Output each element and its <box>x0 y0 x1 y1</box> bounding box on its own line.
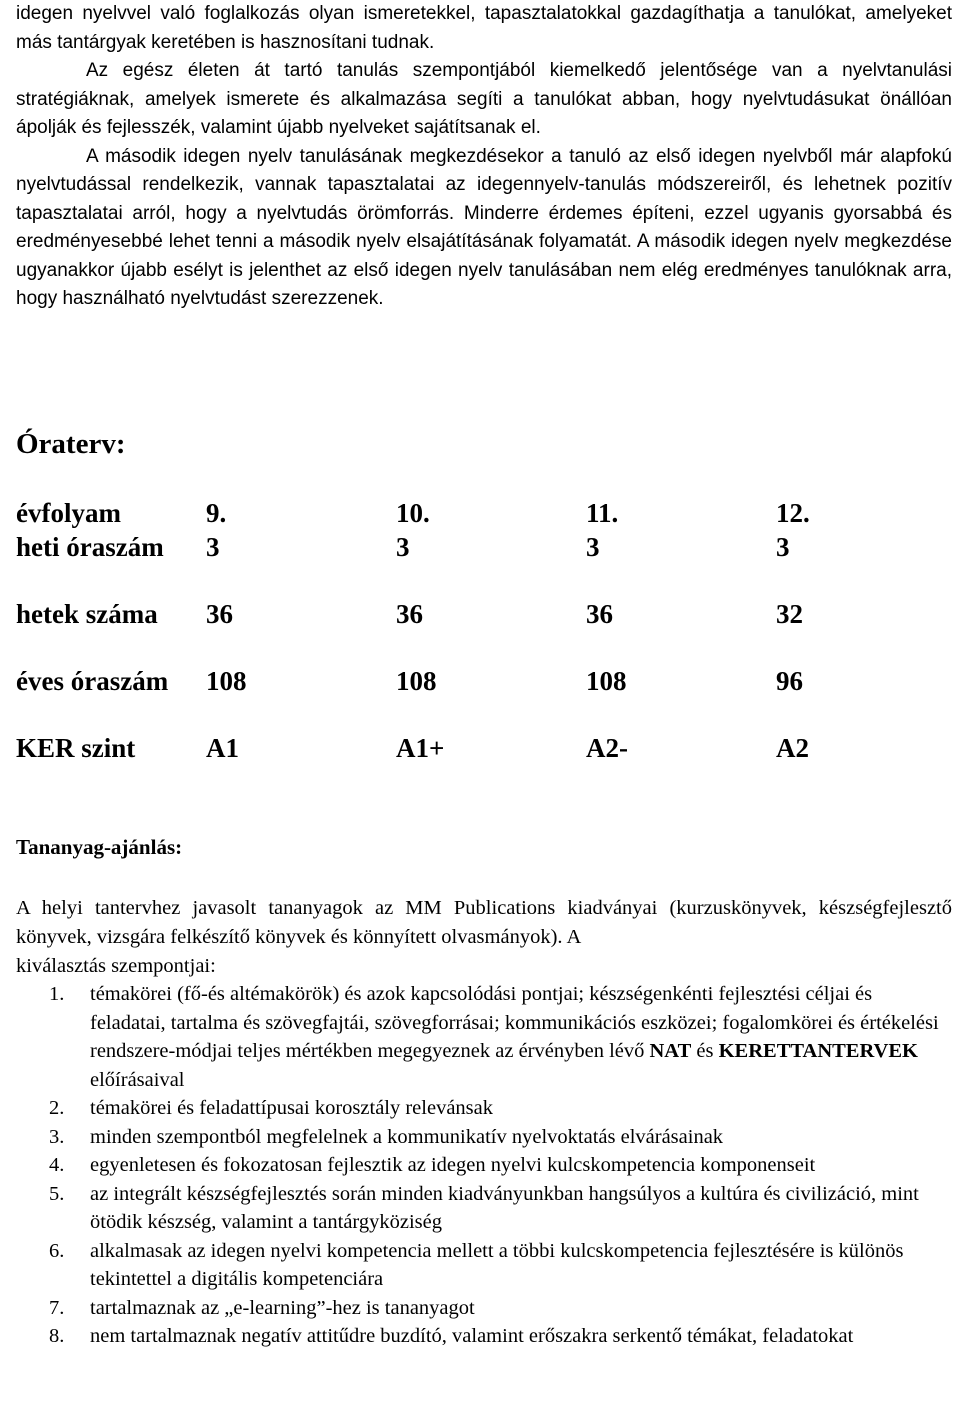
list-item-text: témakörei és feladattípusai korosztály relevánsak <box>90 1097 494 1119</box>
materials-intro <box>16 894 952 981</box>
hours-cell: 108 <box>396 665 437 696</box>
hours-cell: A1+ <box>396 732 445 763</box>
hours-cell: 10. <box>396 498 430 528</box>
hours-table-row <box>16 531 952 598</box>
intro-paragraph-3a: A második idegen nyelv tanulásának megkezdésekor a tanuló az első idegen nyelvből már alapfokú nyelvtudással rendelkezik, vannak tapasztalatai az idegennyelv-tanulás módszereiről, és lehetnek pozitív tapasztalatai arról, hogy a nyelvtudás örömforrás. <box>16 145 952 224</box>
hours-heading: Óraterv: <box>16 428 126 460</box>
hours-cell: 3 <box>396 531 410 562</box>
hours-cell: 108 <box>206 665 247 696</box>
hours-cell: 36 <box>586 598 613 629</box>
list-item <box>16 1322 952 1351</box>
hours-cell: évfolyam <box>16 498 121 528</box>
list-item-text: az integrált készségfejlesztés során minden kiadványunkban hangsúlyos a kultúra és civilizáció, mint ötödik készség, valamint a tantárgyköziség <box>90 1182 919 1233</box>
list-item <box>16 980 952 1094</box>
list-item-text-end: előírásaival <box>90 1068 185 1091</box>
intro-paragraph-1: idegen nyelvvel való foglalkozás olyan ismeretekkel, tapasztalatokkal gazdagíthatja a tanulókat, amelyeket más tantárgyak keretében is hasznosítani tudnak. <box>16 3 952 53</box>
list-item <box>16 1180 952 1237</box>
hours-cell: 9. <box>206 498 227 528</box>
list-item-text: alkalmasak az idegen nyelvi kompetencia mellett a többi kulcskompetencia fejlesztésére is különös tekintettel a digitális kompetenciára <box>90 1239 904 1290</box>
list-item-number: 1. <box>49 983 65 1005</box>
list-item <box>16 1237 952 1294</box>
hours-cell: 32 <box>776 598 803 629</box>
criteria-list <box>16 980 952 1351</box>
hours-table-row <box>16 598 952 665</box>
intro-paragraph-3b: Minderre érdemes építeni, ezzel ugyanis gyorsabbá és eredményesebbé lehet tenni a második nyelv elsajátításának folyamatát. A második idegen nyelv megkezdése ugyanakkor újabb esélyt is jelenthet az első idegen nyelv tanulásában nem elég eredményes tanulóknak arra, hogy használható nyelvtudást szerezzenek. <box>16 202 952 309</box>
hours-cell: 96 <box>776 665 803 696</box>
intro-paragraph-2: Az egész életen át tartó tanulás szempontjából kiemelkedő jelentősége van a nyelvtanulási stratégiáknak, amelyek ismerete és alkalmazása segíti a tanulókat abban, hogy nyelvtudásukat önállóan ápolják és fejlesszék, valamint újabb nyelveket sajátítsanak el. <box>16 60 952 138</box>
hours-cell: 3 <box>206 531 220 562</box>
list-item <box>16 1151 952 1180</box>
hours-cell: 3 <box>776 531 790 562</box>
kerettantervek-label: KERETTANTERVEK <box>718 1040 918 1062</box>
list-item <box>16 1123 952 1152</box>
hours-cell: 12. <box>776 498 810 528</box>
hours-cell: A2 <box>776 732 809 763</box>
list-item-number: 8. <box>49 1325 65 1347</box>
intro-paragraph-3 <box>16 143 952 314</box>
list-item <box>16 1294 952 1323</box>
hours-table-row <box>16 665 952 732</box>
materials-intro-text-end: kiválasztás szempontjai: <box>16 955 216 977</box>
hours-cell: A2- <box>586 732 628 763</box>
hours-table-header-row <box>16 497 952 531</box>
hours-cell: 3 <box>586 531 600 562</box>
materials-heading: Tananyag-ajánlás: <box>16 835 183 859</box>
hours-cell: A1 <box>206 732 239 763</box>
list-item-text: nem tartalmaznak negatív attitűdre buzdító, valamint erőszakra serkentő témákat, feladatokat <box>90 1325 854 1347</box>
list-item-text: témakörei (fő-és altémakörök) és azok kapcsolódási pontjai; készségenkénti fejlesztési céljai és feladatai, tartalma és szövegfajtái, szövegforrásai; kommunikációs eszközei; fogalomkörei és értékelési rendszere-módjai teljes mértékben megegyeznek az érvényben lévő <box>90 983 939 1062</box>
list-item-text: minden szempontból megfelelnek a kommunikatív nyelvoktatás elvárásainak <box>90 1125 724 1148</box>
list-item-number: 5. <box>49 1182 65 1205</box>
hours-row-label: heti óraszám <box>16 531 164 562</box>
hours-cell: 36 <box>206 598 233 629</box>
list-item-number: 3. <box>49 1125 65 1148</box>
nat-label: NAT <box>649 1040 692 1062</box>
list-item-number: 6. <box>49 1239 65 1262</box>
list-item <box>16 1094 952 1123</box>
hours-cell: 11. <box>586 498 619 528</box>
hours-row-label: éves óraszám <box>16 665 169 696</box>
list-item-connector: és <box>691 1040 719 1062</box>
list-item-text: egyenletesen és fokozatosan fejlesztik az idegen nyelvi kulcskompetencia komponenseit <box>90 1154 816 1176</box>
materials-intro-text: A helyi tantervhez javasolt tananyagok az MM Publications kiadványai (kurzuskönyvek, készségfejlesztő könyvek, vizsgára felkészítő könyvek és könnyített olvasmányok). A <box>16 897 952 948</box>
hours-cell: 108 <box>586 665 627 696</box>
hours-table <box>16 497 952 799</box>
hours-row-label: KER szint <box>16 732 136 763</box>
list-item-number: 7. <box>49 1296 65 1319</box>
list-item-number: 4. <box>49 1154 65 1176</box>
list-item-number: 2. <box>49 1097 65 1119</box>
hours-cell: 36 <box>396 598 423 629</box>
hours-table-row <box>16 732 952 799</box>
intro-section <box>16 0 952 314</box>
list-item-text: tartalmaznak az „e-learning”-hez is tananyagot <box>90 1296 475 1319</box>
hours-row-label: hetek száma <box>16 598 158 629</box>
